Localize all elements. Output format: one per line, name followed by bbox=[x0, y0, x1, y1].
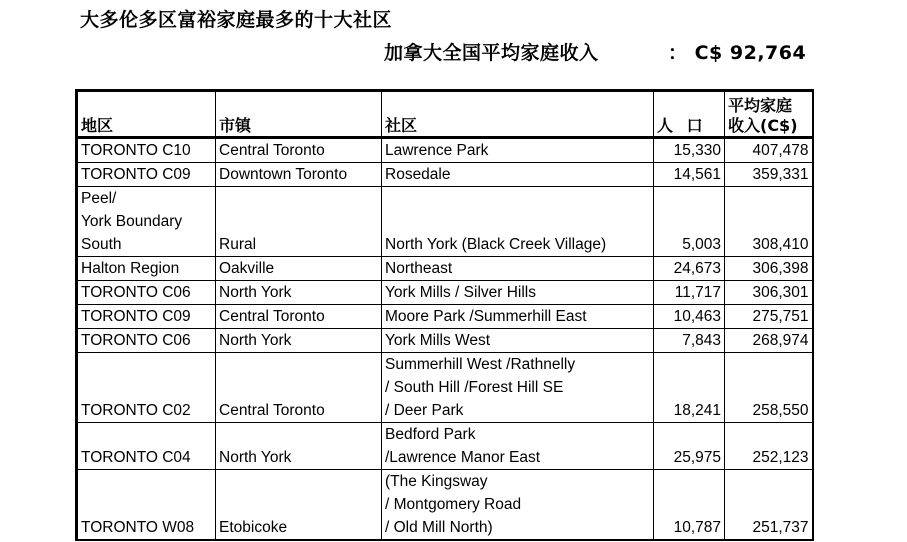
cell-area bbox=[77, 353, 216, 423]
header-area: 地区 bbox=[77, 91, 216, 138]
cell-town: North York bbox=[216, 329, 382, 353]
cell-income: 258,550 bbox=[725, 353, 813, 423]
cell-population: 24,673 bbox=[654, 257, 725, 281]
cell-community bbox=[382, 329, 654, 353]
cell-area-line: Peel/ bbox=[81, 190, 117, 207]
cell-area-line: TORONTO W08 bbox=[81, 519, 195, 536]
cell-area bbox=[77, 470, 216, 541]
cell-area bbox=[77, 423, 216, 470]
cell-town: Etobicoke bbox=[216, 470, 382, 541]
cell-town: Rural bbox=[216, 187, 382, 257]
cell-community-line: Summerhill West /Rathnelly bbox=[385, 356, 576, 373]
cell-area-line: TORONTO C06 bbox=[81, 284, 191, 301]
cell-area-line: Halton Region bbox=[81, 260, 180, 277]
cell-community bbox=[382, 305, 654, 329]
cell-community-line: Lawrence Park bbox=[385, 142, 489, 159]
cell-town: Oakville bbox=[216, 257, 382, 281]
table-row bbox=[77, 187, 813, 257]
cell-community-line: / South Hill /Forest Hill SE bbox=[385, 379, 564, 396]
cell-community bbox=[382, 470, 654, 541]
cell-community-line: / Deer Park bbox=[385, 402, 464, 419]
table-row bbox=[77, 138, 813, 163]
cell-community-line: / Montgomery Road bbox=[385, 496, 522, 513]
table-row bbox=[77, 257, 813, 281]
table-row bbox=[77, 423, 813, 470]
cell-community-line: North York (Black Creek Village) bbox=[385, 236, 607, 253]
table-row bbox=[77, 353, 813, 423]
cell-population: 10,787 bbox=[654, 470, 725, 541]
cell-area-line: TORONTO C04 bbox=[81, 449, 191, 466]
cell-community-line: Moore Park /Summerhill East bbox=[385, 308, 587, 325]
cell-community bbox=[382, 163, 654, 187]
cell-area-line: TORONTO C10 bbox=[81, 142, 191, 159]
header-town: 市镇 bbox=[216, 91, 382, 138]
header-income-line1: 平均家庭 bbox=[728, 96, 793, 115]
cell-town: Downtown Toronto bbox=[216, 163, 382, 187]
table-row bbox=[77, 281, 813, 305]
cell-community bbox=[382, 281, 654, 305]
cell-population: 14,561 bbox=[654, 163, 725, 187]
cell-community-line: /Lawrence Manor East bbox=[385, 449, 541, 466]
income-table bbox=[75, 89, 814, 541]
cell-population: 7,843 bbox=[654, 329, 725, 353]
national-average-value: ： C$ 92,764 bbox=[668, 42, 807, 64]
cell-population: 25,975 bbox=[654, 423, 725, 470]
cell-area-line: TORONTO C09 bbox=[81, 308, 191, 325]
cell-town: Central Toronto bbox=[216, 305, 382, 329]
cell-community-line: Northeast bbox=[385, 260, 453, 277]
cell-income: 251,737 bbox=[725, 470, 813, 541]
header-community: 社区 bbox=[382, 91, 654, 138]
cell-town: Central Toronto bbox=[216, 353, 382, 423]
cell-community-line: / Old Mill North) bbox=[385, 519, 493, 536]
table-row bbox=[77, 470, 813, 541]
cell-area-line: TORONTO C02 bbox=[81, 402, 191, 419]
cell-area-line: TORONTO C06 bbox=[81, 332, 191, 349]
table-row bbox=[77, 305, 813, 329]
cell-community bbox=[382, 257, 654, 281]
cell-area bbox=[77, 138, 216, 163]
cell-area bbox=[77, 257, 216, 281]
cell-area bbox=[77, 305, 216, 329]
table-body bbox=[77, 138, 813, 541]
cell-income: 308,410 bbox=[725, 187, 813, 257]
table-row bbox=[77, 163, 813, 187]
table-row bbox=[77, 329, 813, 353]
cell-town: Central Toronto bbox=[216, 138, 382, 163]
cell-community bbox=[382, 423, 654, 470]
cell-income: 306,301 bbox=[725, 281, 813, 305]
cell-community bbox=[382, 353, 654, 423]
cell-community bbox=[382, 187, 654, 257]
cell-population: 10,463 bbox=[654, 305, 725, 329]
cell-income: 407,478 bbox=[725, 138, 813, 163]
cell-area-line: South bbox=[81, 236, 122, 253]
cell-community-line: (The Kingsway bbox=[385, 473, 488, 490]
header-income bbox=[725, 91, 813, 138]
cell-population: 15,330 bbox=[654, 138, 725, 163]
cell-income: 275,751 bbox=[725, 305, 813, 329]
cell-area bbox=[77, 329, 216, 353]
cell-area-line: York Boundary bbox=[81, 213, 183, 230]
table-header-row bbox=[77, 91, 813, 138]
cell-town: North York bbox=[216, 281, 382, 305]
cell-area bbox=[77, 187, 216, 257]
national-average-label: 加拿大全国平均家庭收入 bbox=[384, 42, 599, 64]
header-income-line2: 收入(C$) bbox=[728, 116, 798, 135]
cell-population: 18,241 bbox=[654, 353, 725, 423]
cell-population: 11,717 bbox=[654, 281, 725, 305]
cell-income: 268,974 bbox=[725, 329, 813, 353]
cell-income: 306,398 bbox=[725, 257, 813, 281]
cell-income: 252,123 bbox=[725, 423, 813, 470]
page-title: 大多伦多区富裕家庭最多的十大社区 bbox=[80, 9, 393, 31]
header-population: 人 口 bbox=[654, 91, 725, 138]
cell-area bbox=[77, 281, 216, 305]
cell-community-line: York Mills / Silver Hills bbox=[385, 284, 537, 301]
cell-town: North York bbox=[216, 423, 382, 470]
cell-area-line: TORONTO C09 bbox=[81, 166, 191, 183]
cell-community-line: Bedford Park bbox=[385, 426, 476, 443]
cell-community-line: Rosedale bbox=[385, 166, 451, 183]
cell-community bbox=[382, 138, 654, 163]
cell-population: 5,003 bbox=[654, 187, 725, 257]
cell-income: 359,331 bbox=[725, 163, 813, 187]
cell-community-line: York Mills West bbox=[385, 332, 491, 349]
cell-area bbox=[77, 163, 216, 187]
